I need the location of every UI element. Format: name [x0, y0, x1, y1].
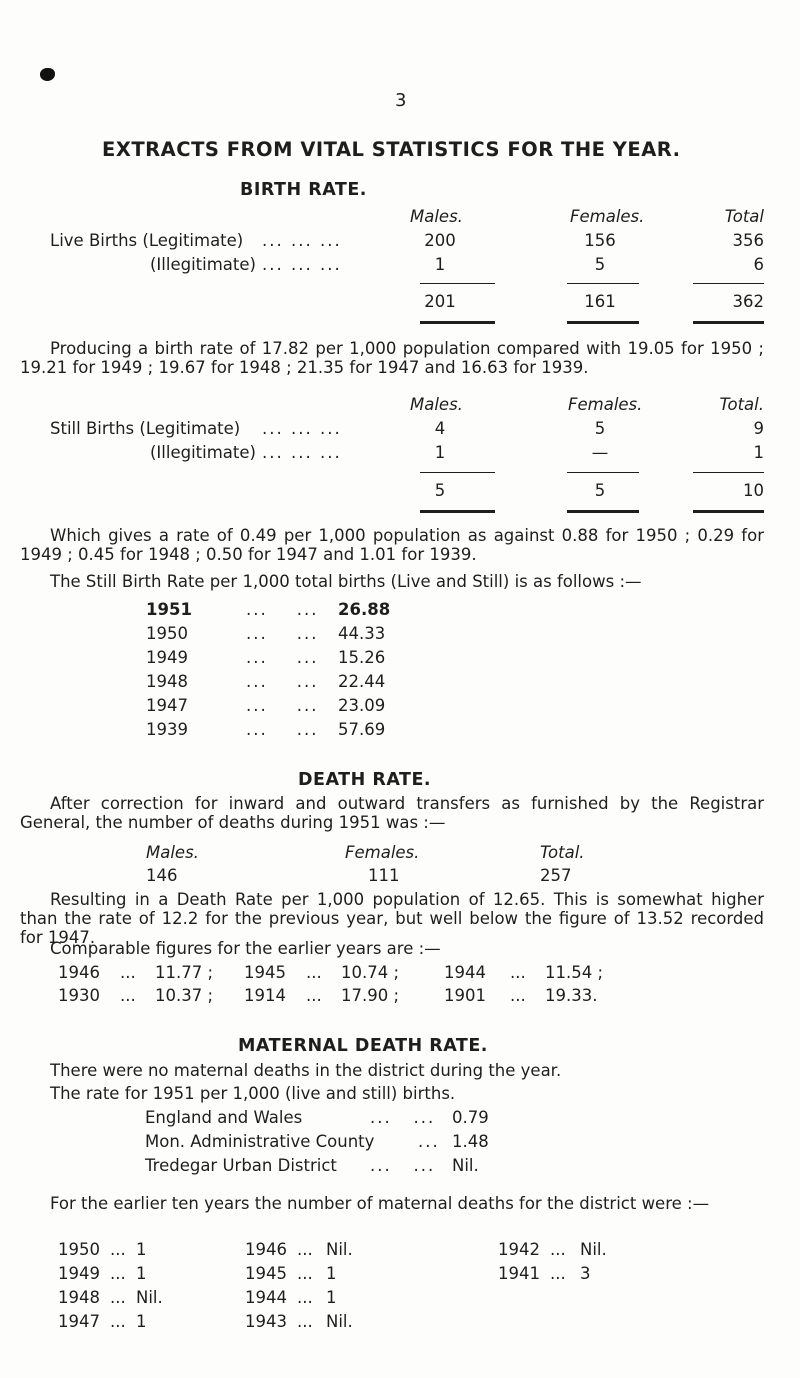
leader-dots: ... — [110, 1288, 126, 1307]
death-rate-result-paragraph: Resulting in a Death Rate per 1,000 population of 12.65. This is somewhat higher than the rate of 12.2 for the previous year, but well below the figure of 13.52 recorded for 1947. — [20, 890, 764, 947]
maternal-rate: 0.79 — [452, 1108, 489, 1127]
rule — [567, 510, 639, 513]
still-rate-intro: The Still Birth Rate per 1,000 total births (Live and Still) is as follows :— — [50, 572, 642, 591]
birth-col-total: Total — [724, 207, 764, 226]
comparable-year: 1944 — [444, 963, 486, 982]
leader-dots: ... — [306, 986, 322, 1005]
still-rate-value: 15.26 — [338, 648, 386, 667]
still-rate-year: 1951 — [146, 600, 192, 619]
comparable-rate: 10.74 ; — [341, 963, 400, 982]
comparable-rate: 11.77 ; — [155, 963, 214, 982]
history-value: 1 — [326, 1288, 337, 1307]
still-females-value: — — [591, 443, 609, 462]
history-value: 1 — [326, 1264, 337, 1283]
history-value: 1 — [136, 1312, 147, 1331]
comparable-year: 1945 — [244, 963, 286, 982]
maternal-rate: Nil. — [452, 1156, 479, 1175]
history-year: 1950 — [58, 1240, 100, 1259]
still-rate-value: 44.33 — [338, 624, 386, 643]
rule — [693, 510, 764, 513]
rule — [420, 321, 495, 324]
still-rate-year: 1947 — [146, 696, 188, 715]
birth-rate-heading: BIRTH RATE. — [240, 180, 367, 200]
birth-total-value: 6 — [753, 255, 764, 274]
leader-dots: ... — [110, 1264, 126, 1283]
comparable-year: 1914 — [244, 986, 286, 1005]
death-females-value: 111 — [368, 866, 400, 885]
history-year: 1944 — [245, 1288, 287, 1307]
history-value: 3 — [580, 1264, 591, 1283]
leader-dots: ... — [297, 1240, 313, 1259]
death-rate-paragraph: After correction for inward and outward transfers as furnished by the Registrar General, the number of deaths during 1951 was :— — [20, 794, 764, 832]
leader-dots: ... — [120, 986, 136, 1005]
comparable-rate: 19.33. — [545, 986, 598, 1005]
leader-dots: ... — [297, 1264, 313, 1283]
maternal-history-paragraph: For the earlier ten years the number of maternal deaths for the district were :— — [50, 1194, 710, 1213]
birth-males-value: 200 — [424, 231, 456, 250]
leader-dots: ... ... — [246, 624, 319, 643]
comparable-intro: Comparable figures for the earlier years are :— — [50, 939, 441, 958]
still-total-value: 9 — [753, 419, 764, 438]
still-grand-total: 10 — [743, 481, 764, 500]
rule — [693, 283, 764, 284]
still-rate-value: 26.88 — [338, 600, 391, 619]
leader-dots: ... — [110, 1312, 126, 1331]
birth-total-males: 201 — [424, 292, 456, 311]
still-males-value: 1 — [434, 443, 446, 462]
death-col-total: Total. — [540, 843, 585, 862]
comparable-year: 1930 — [58, 986, 100, 1005]
page-title: EXTRACTS FROM VITAL STATISTICS FOR THE YEAR. — [102, 138, 681, 161]
rule — [420, 510, 495, 513]
still-rate-paragraph: Which gives a rate of 0.49 per 1,000 population as against 0.88 for 1950 ; 0.29 for 1949 ; 0.45 for 1948 ; 0.50 for 1947 and 1.01 for 1939. — [20, 526, 764, 564]
leader-dots: ... — [510, 963, 526, 982]
birth-males-value: 1 — [434, 255, 446, 274]
comparable-year: 1946 — [58, 963, 100, 982]
still-col-females: Females. — [568, 395, 643, 414]
maternal-line-2: The rate for 1951 per 1,000 (live and still) births. — [50, 1084, 456, 1103]
rule — [420, 283, 495, 284]
leader-dots: ... — [306, 963, 322, 982]
leader-dots: ... — [418, 1132, 440, 1151]
still-rate-value: 22.44 — [338, 672, 386, 691]
still-females-value: 5 — [594, 419, 606, 438]
maternal-area: England and Wales — [145, 1108, 303, 1127]
history-year: 1947 — [58, 1312, 100, 1331]
history-value: Nil. — [326, 1240, 353, 1259]
birth-total-value: 356 — [732, 231, 764, 250]
comparable-rate: 17.90 ; — [341, 986, 400, 1005]
birth-rate-paragraph: Producing a birth rate of 17.82 per 1,000 population compared with 19.05 for 1950 ; 19.21 for 1949 ; 19.67 for 1948 ; 21.35 for 1947 and 16.63 for 1939. — [20, 339, 764, 377]
leader-dots: ... ... — [246, 672, 319, 691]
death-males-value: 146 — [146, 866, 178, 885]
birth-col-males: Males. — [410, 207, 463, 226]
history-year: 1943 — [245, 1312, 287, 1331]
maternal-line-1: There were no maternal deaths in the district during the year. — [50, 1061, 562, 1080]
leader-dots: ... — [510, 986, 526, 1005]
leader-dots: ... ... ... — [262, 443, 342, 462]
history-year: 1946 — [245, 1240, 287, 1259]
leader-dots: ... ... ... — [262, 255, 342, 274]
page-number: 3 — [395, 90, 407, 111]
maternal-rate: 1.48 — [452, 1132, 489, 1151]
comparable-year: 1901 — [444, 986, 486, 1005]
leader-dots: ... — [110, 1240, 126, 1259]
maternal-area: Tredegar Urban District — [145, 1156, 337, 1175]
still-rate-year: 1950 — [146, 624, 188, 643]
leader-dots: ... ... — [246, 648, 319, 667]
birth-row-label: (Illegitimate) — [150, 255, 256, 274]
leader-dots: ... — [297, 1288, 313, 1307]
death-rate-heading: DEATH RATE. — [298, 770, 432, 790]
leader-dots: ... ... — [370, 1108, 436, 1127]
still-rate-value: 23.09 — [338, 696, 386, 715]
comparable-rate: 10.37 ; — [155, 986, 214, 1005]
maternal-rate-heading: MATERNAL DEATH RATE. — [238, 1036, 488, 1056]
rule — [420, 472, 495, 473]
still-row-label: Still Births (Legitimate) — [50, 419, 241, 438]
leader-dots: ... ... — [246, 600, 319, 619]
birth-females-value: 156 — [584, 231, 616, 250]
rule — [567, 472, 639, 473]
still-col-total: Total. — [719, 395, 764, 414]
history-value: Nil. — [136, 1288, 163, 1307]
leader-dots: ... — [550, 1264, 566, 1283]
rule — [567, 321, 639, 324]
still-males-value: 4 — [434, 419, 446, 438]
death-total-value: 257 — [540, 866, 572, 885]
still-rate-value: 57.69 — [338, 720, 386, 739]
rule — [693, 472, 764, 473]
still-rate-year: 1949 — [146, 648, 188, 667]
still-col-males: Males. — [410, 395, 463, 414]
still-total-males: 5 — [434, 481, 446, 500]
history-value: Nil. — [580, 1240, 607, 1259]
birth-col-females: Females. — [570, 207, 645, 226]
still-rate-year: 1939 — [146, 720, 188, 739]
leader-dots: ... ... — [246, 720, 319, 739]
history-year: 1941 — [498, 1264, 540, 1283]
still-total-females: 5 — [594, 481, 606, 500]
history-value: 1 — [136, 1240, 147, 1259]
history-value: 1 — [136, 1264, 147, 1283]
history-value: Nil. — [326, 1312, 353, 1331]
still-rate-year: 1948 — [146, 672, 188, 691]
death-col-males: Males. — [146, 843, 199, 862]
death-col-females: Females. — [345, 843, 420, 862]
birth-total-females: 161 — [584, 292, 616, 311]
leader-dots: ... ... — [246, 696, 319, 715]
leader-dots: ... ... ... — [262, 231, 342, 250]
comparable-rate: 11.54 ; — [545, 963, 604, 982]
ink-blot-mark — [40, 68, 55, 81]
birth-grand-total: 362 — [732, 292, 764, 311]
leader-dots: ... — [550, 1240, 566, 1259]
history-year: 1949 — [58, 1264, 100, 1283]
leader-dots: ... — [297, 1312, 313, 1331]
leader-dots: ... — [120, 963, 136, 982]
history-year: 1945 — [245, 1264, 287, 1283]
history-year: 1948 — [58, 1288, 100, 1307]
still-total-value: 1 — [753, 443, 764, 462]
history-year: 1942 — [498, 1240, 540, 1259]
rule — [567, 283, 639, 284]
birth-females-value: 5 — [594, 255, 606, 274]
still-row-label: (Illegitimate) — [150, 443, 256, 462]
maternal-area: Mon. Administrative County — [145, 1132, 375, 1151]
leader-dots: ... ... ... — [262, 419, 342, 438]
rule — [693, 321, 764, 324]
birth-row-label: Live Births (Legitimate) — [50, 231, 244, 250]
leader-dots: ... ... — [370, 1156, 436, 1175]
